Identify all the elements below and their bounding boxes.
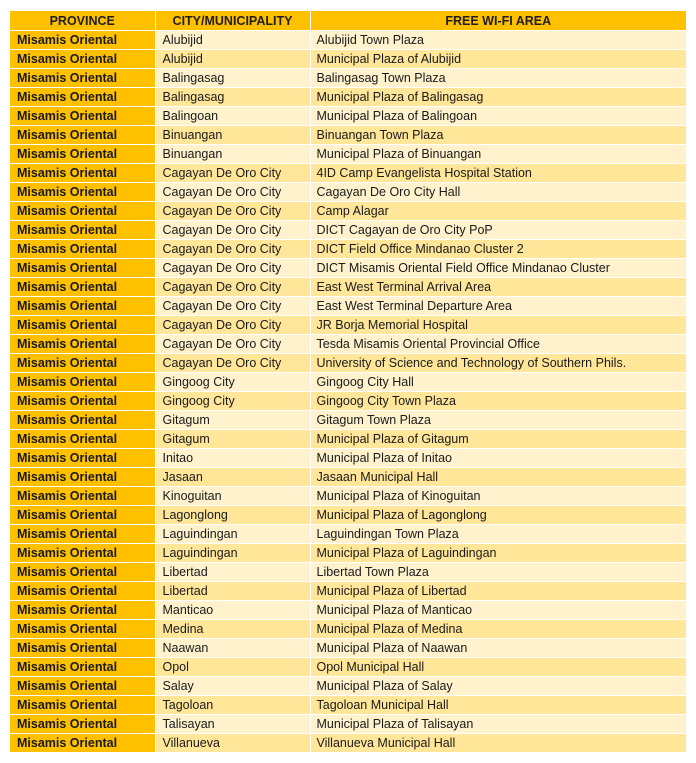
table-row xyxy=(10,31,686,50)
cell-free-wifi-area: Jasaan Municipal Hall xyxy=(310,468,686,487)
table-row xyxy=(10,715,686,734)
cell-province: Misamis Oriental xyxy=(10,164,155,183)
cell-province: Misamis Oriental xyxy=(10,639,155,658)
cell-free-wifi-area: Municipal Plaza of Manticao xyxy=(310,601,686,620)
cell-free-wifi-area: Tesda Misamis Oriental Provincial Office xyxy=(310,335,686,354)
cell-province: Misamis Oriental xyxy=(10,354,155,373)
cell-city-municipality: Cagayan De Oro City xyxy=(155,259,310,278)
cell-free-wifi-area: Municipal Plaza of Balingoan xyxy=(310,107,686,126)
header-city-municipality: CITY/MUNICIPALITY xyxy=(155,11,310,31)
cell-city-municipality: Cagayan De Oro City xyxy=(155,183,310,202)
cell-province: Misamis Oriental xyxy=(10,50,155,69)
table-row xyxy=(10,164,686,183)
cell-city-municipality: Villanueva xyxy=(155,734,310,753)
table-row xyxy=(10,677,686,696)
cell-city-municipality: Binuangan xyxy=(155,145,310,164)
cell-city-municipality: Gitagum xyxy=(155,430,310,449)
header-free-wifi-area: FREE WI-FI AREA xyxy=(310,11,686,31)
cell-city-municipality: Medina xyxy=(155,620,310,639)
cell-province: Misamis Oriental xyxy=(10,411,155,430)
table-row xyxy=(10,183,686,202)
table-row xyxy=(10,202,686,221)
cell-province: Misamis Oriental xyxy=(10,677,155,696)
cell-city-municipality: Opol xyxy=(155,658,310,677)
cell-free-wifi-area: Gingoog City Town Plaza xyxy=(310,392,686,411)
cell-province: Misamis Oriental xyxy=(10,601,155,620)
cell-province: Misamis Oriental xyxy=(10,468,155,487)
cell-province: Misamis Oriental xyxy=(10,487,155,506)
cell-city-municipality: Balingasag xyxy=(155,69,310,88)
table-row xyxy=(10,221,686,240)
cell-free-wifi-area: Libertad Town Plaza xyxy=(310,563,686,582)
cell-city-municipality: Balingoan xyxy=(155,107,310,126)
cell-city-municipality: Jasaan xyxy=(155,468,310,487)
table-row xyxy=(10,335,686,354)
cell-province: Misamis Oriental xyxy=(10,335,155,354)
cell-free-wifi-area: Alubijid Town Plaza xyxy=(310,31,686,50)
cell-province: Misamis Oriental xyxy=(10,430,155,449)
cell-province: Misamis Oriental xyxy=(10,506,155,525)
table-row xyxy=(10,278,686,297)
cell-province: Misamis Oriental xyxy=(10,449,155,468)
table-row xyxy=(10,601,686,620)
cell-city-municipality: Cagayan De Oro City xyxy=(155,335,310,354)
table-body xyxy=(10,31,686,753)
cell-province: Misamis Oriental xyxy=(10,658,155,677)
cell-province: Misamis Oriental xyxy=(10,107,155,126)
cell-city-municipality: Alubijid xyxy=(155,31,310,50)
table-row xyxy=(10,449,686,468)
cell-free-wifi-area: Villanueva Municipal Hall xyxy=(310,734,686,753)
cell-free-wifi-area: Cagayan De Oro City Hall xyxy=(310,183,686,202)
table-row xyxy=(10,411,686,430)
cell-free-wifi-area: Municipal Plaza of Lagonglong xyxy=(310,506,686,525)
cell-province: Misamis Oriental xyxy=(10,316,155,335)
cell-free-wifi-area: DICT Cagayan de Oro City PoP xyxy=(310,221,686,240)
table-row xyxy=(10,563,686,582)
table-row xyxy=(10,582,686,601)
cell-free-wifi-area: Municipal Plaza of Naawan xyxy=(310,639,686,658)
cell-province: Misamis Oriental xyxy=(10,259,155,278)
cell-province: Misamis Oriental xyxy=(10,183,155,202)
table-row xyxy=(10,696,686,715)
cell-free-wifi-area: Opol Municipal Hall xyxy=(310,658,686,677)
cell-free-wifi-area: Municipal Plaza of Kinoguitan xyxy=(310,487,686,506)
wifi-area-table xyxy=(10,11,686,753)
cell-city-municipality: Kinoguitan xyxy=(155,487,310,506)
table-row xyxy=(10,430,686,449)
cell-free-wifi-area: East West Terminal Arrival Area xyxy=(310,278,686,297)
cell-province: Misamis Oriental xyxy=(10,202,155,221)
table-row xyxy=(10,544,686,563)
cell-city-municipality: Cagayan De Oro City xyxy=(155,316,310,335)
table-row xyxy=(10,126,686,145)
cell-city-municipality: Initao xyxy=(155,449,310,468)
cell-province: Misamis Oriental xyxy=(10,88,155,107)
cell-city-municipality: Manticao xyxy=(155,601,310,620)
cell-free-wifi-area: Municipal Plaza of Talisayan xyxy=(310,715,686,734)
cell-free-wifi-area: DICT Misamis Oriental Field Office Mindanao Cluster xyxy=(310,259,686,278)
cell-province: Misamis Oriental xyxy=(10,734,155,753)
table-row xyxy=(10,487,686,506)
cell-free-wifi-area: Gitagum Town Plaza xyxy=(310,411,686,430)
cell-city-municipality: Cagayan De Oro City xyxy=(155,297,310,316)
table-row xyxy=(10,506,686,525)
cell-free-wifi-area: Tagoloan Municipal Hall xyxy=(310,696,686,715)
cell-free-wifi-area: Camp Alagar xyxy=(310,202,686,221)
cell-city-municipality: Balingasag xyxy=(155,88,310,107)
cell-province: Misamis Oriental xyxy=(10,563,155,582)
cell-city-municipality: Cagayan De Oro City xyxy=(155,164,310,183)
cell-city-municipality: Cagayan De Oro City xyxy=(155,202,310,221)
cell-free-wifi-area: Municipal Plaza of Alubijid xyxy=(310,50,686,69)
cell-free-wifi-area: University of Science and Technology of Southern Phils. xyxy=(310,354,686,373)
table-row xyxy=(10,107,686,126)
table-header-row xyxy=(10,11,686,31)
cell-city-municipality: Libertad xyxy=(155,582,310,601)
cell-province: Misamis Oriental xyxy=(10,525,155,544)
cell-free-wifi-area: Binuangan Town Plaza xyxy=(310,126,686,145)
cell-city-municipality: Laguindingan xyxy=(155,525,310,544)
cell-free-wifi-area: 4ID Camp Evangelista Hospital Station xyxy=(310,164,686,183)
table-row xyxy=(10,639,686,658)
cell-city-municipality: Libertad xyxy=(155,563,310,582)
cell-free-wifi-area: Municipal Plaza of Binuangan xyxy=(310,145,686,164)
table-row xyxy=(10,259,686,278)
wifi-area-table-container xyxy=(10,11,686,753)
cell-province: Misamis Oriental xyxy=(10,221,155,240)
cell-city-municipality: Naawan xyxy=(155,639,310,658)
table-row xyxy=(10,468,686,487)
table-row xyxy=(10,658,686,677)
cell-city-municipality: Gingoog City xyxy=(155,373,310,392)
cell-free-wifi-area: Municipal Plaza of Gitagum xyxy=(310,430,686,449)
cell-province: Misamis Oriental xyxy=(10,696,155,715)
table-row xyxy=(10,373,686,392)
header-province: PROVINCE xyxy=(10,11,155,31)
table-row xyxy=(10,734,686,753)
table-row xyxy=(10,525,686,544)
cell-province: Misamis Oriental xyxy=(10,715,155,734)
cell-province: Misamis Oriental xyxy=(10,392,155,411)
table-row xyxy=(10,620,686,639)
table-row xyxy=(10,69,686,88)
cell-province: Misamis Oriental xyxy=(10,582,155,601)
cell-province: Misamis Oriental xyxy=(10,145,155,164)
cell-free-wifi-area: Municipal Plaza of Medina xyxy=(310,620,686,639)
table-row xyxy=(10,316,686,335)
cell-free-wifi-area: DICT Field Office Mindanao Cluster 2 xyxy=(310,240,686,259)
cell-free-wifi-area: Municipal Plaza of Laguindingan xyxy=(310,544,686,563)
cell-free-wifi-area: Municipal Plaza of Salay xyxy=(310,677,686,696)
table-row xyxy=(10,392,686,411)
cell-free-wifi-area: Gingoog City Hall xyxy=(310,373,686,392)
table-row xyxy=(10,240,686,259)
cell-city-municipality: Binuangan xyxy=(155,126,310,145)
cell-province: Misamis Oriental xyxy=(10,240,155,259)
cell-province: Misamis Oriental xyxy=(10,69,155,88)
cell-city-municipality: Cagayan De Oro City xyxy=(155,278,310,297)
cell-city-municipality: Alubijid xyxy=(155,50,310,69)
cell-city-municipality: Lagonglong xyxy=(155,506,310,525)
cell-province: Misamis Oriental xyxy=(10,31,155,50)
table-row xyxy=(10,354,686,373)
table-row xyxy=(10,297,686,316)
cell-city-municipality: Tagoloan xyxy=(155,696,310,715)
cell-free-wifi-area: East West Terminal Departure Area xyxy=(310,297,686,316)
cell-province: Misamis Oriental xyxy=(10,278,155,297)
cell-province: Misamis Oriental xyxy=(10,620,155,639)
cell-city-municipality: Cagayan De Oro City xyxy=(155,221,310,240)
cell-city-municipality: Laguindingan xyxy=(155,544,310,563)
cell-free-wifi-area: Municipal Plaza of Balingasag xyxy=(310,88,686,107)
cell-free-wifi-area: Balingasag Town Plaza xyxy=(310,69,686,88)
cell-province: Misamis Oriental xyxy=(10,126,155,145)
cell-city-municipality: Cagayan De Oro City xyxy=(155,354,310,373)
cell-city-municipality: Talisayan xyxy=(155,715,310,734)
cell-city-municipality: Gitagum xyxy=(155,411,310,430)
cell-free-wifi-area: Laguindingan Town Plaza xyxy=(310,525,686,544)
table-row xyxy=(10,50,686,69)
cell-province: Misamis Oriental xyxy=(10,373,155,392)
cell-free-wifi-area: Municipal Plaza of Initao xyxy=(310,449,686,468)
cell-city-municipality: Gingoog City xyxy=(155,392,310,411)
cell-city-municipality: Salay xyxy=(155,677,310,696)
table-row xyxy=(10,145,686,164)
cell-free-wifi-area: Municipal Plaza of Libertad xyxy=(310,582,686,601)
cell-province: Misamis Oriental xyxy=(10,297,155,316)
table-row xyxy=(10,88,686,107)
cell-city-municipality: Cagayan De Oro City xyxy=(155,240,310,259)
cell-free-wifi-area: JR Borja Memorial Hospital xyxy=(310,316,686,335)
cell-province: Misamis Oriental xyxy=(10,544,155,563)
